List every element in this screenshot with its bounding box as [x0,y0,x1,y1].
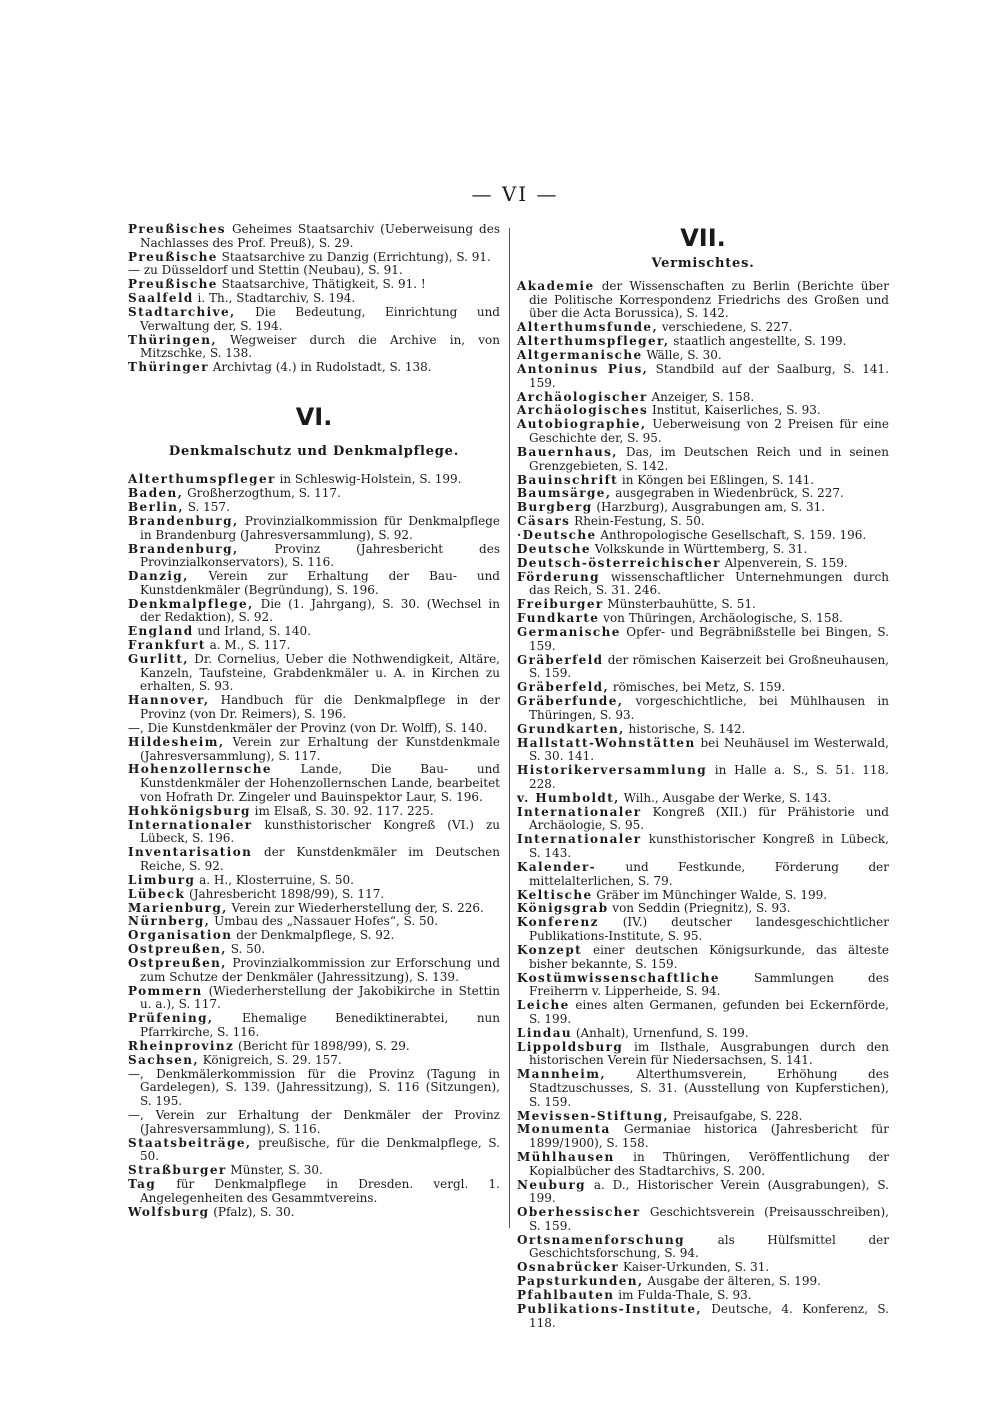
index-entry [517,1027,889,1041]
entry-keyword: Organisation [128,928,233,943]
index-entry [517,806,889,833]
entry-text: vorgeschichtliche, bei Mühlhausen in Thüringen, S. 93. [529,694,889,722]
entry-keyword: England [128,624,194,639]
index-entry [128,598,500,625]
index-entry [128,278,500,292]
index-entry [128,264,500,278]
archive-entries-list [128,223,500,375]
entry-text: Alterthumsverein, Erhöhung des Stadtzuschusses, S. 31. (Ausstellung von Kupferstichen), S. 159. [529,1067,889,1109]
index-entry [128,943,500,957]
entry-text: Münsterbauhütte, S. 51. [603,597,756,612]
index-entry [128,874,500,888]
index-entry [128,902,500,916]
entry-keyword: Neuburg [517,1177,586,1192]
entry-keyword: Osnabrücker [517,1260,620,1275]
entry-keyword: Kostümwissenschaftliche [517,970,720,985]
entry-keyword: Preußisches [128,222,226,236]
entry-keyword: Ortsnamenforschung [517,1232,685,1247]
entry-keyword: Wolfsburg [128,1204,210,1219]
section-vi-title: Denkmalschutz und Denkmalpflege. [168,444,460,460]
entry-text: Gräber im Münchinger Walde, S. 199. [592,887,828,902]
page-number: — VI — [471,182,559,206]
entry-text: i. Th., Stadtarchiv, S. 194. [193,291,356,306]
entry-text: im Fulda-Thale, S. 93. [614,1288,752,1303]
entry-text: Geheimes Staatsarchiv (Ueberweisung des Nachlasses des Prof. Preuß), S. 29. [140,222,500,250]
index-entry [517,487,889,501]
index-entry [128,1054,500,1068]
entry-text: Standbild auf der Saalburg, S. 141. 159. [529,361,889,390]
entry-text: Königreich, S. 29. 157. [198,1052,342,1067]
index-entry [517,1206,889,1233]
index-entry [128,1206,500,1220]
index-entry [128,625,500,639]
entry-keyword: Ostpreußen, [128,956,227,971]
entry-keyword: Kalender- [517,859,597,874]
entry-keyword: Grundkarten, [517,721,625,736]
entry-keyword: Internationaler [517,832,642,847]
index-entry [128,334,500,361]
entry-keyword: Preußische [128,277,218,292]
index-entry [517,557,889,571]
entry-keyword: Akademie [517,279,595,293]
entry-keyword: Stadtarchive, [128,305,236,320]
entry-text: im Elsaß, S. 30. 92. 117. 225. [250,803,434,818]
index-entry [517,1234,889,1261]
entry-text: römisches, bei Metz, S. 159. [609,680,786,695]
entry-keyword: Freiburger [517,597,604,612]
entry-text: bei Neuhäusel im Westerwald, S. 30. 141. [529,735,889,764]
index-entry [128,1178,500,1205]
index-entry [128,501,500,515]
index-entry [517,280,889,321]
entry-keyword: Prüfening, [128,1011,214,1026]
entry-text: Volkskunde in Württemberg, S. 31. [590,541,808,556]
entry-text: der römischen Kaiserzeit bei Großneuhausen, S. 159. [529,652,889,681]
index-entry [517,612,889,626]
entry-text: Das, im Deutschen Reich und in seinen Grenzgebieten, S. 142. [529,444,889,473]
entry-keyword: Hohkönigsburg [128,803,251,818]
entry-text: Deutsche, 4. Konferenz, S. 118. [529,1302,889,1330]
entry-text: Die (1. Jahrgang), S. 30. (Wechsel in der Redaktion), S. 92. [140,596,500,625]
index-entry [517,1151,889,1178]
index-entry [128,1040,500,1054]
entry-text: Verein zur Erhaltung der Kunstdenkmale (Jahresversammlung), S. 117. [140,734,500,763]
entry-text: Ehemalige Benediktinerabtei, nun Pfarrkirche, S. 116. [140,1011,500,1040]
index-entry [128,1137,500,1164]
index-entry [517,695,889,722]
entry-keyword: Pfahlbauten [517,1288,615,1303]
index-entry [128,515,500,542]
entry-keyword: Hohenzollernsche [128,762,272,777]
entry-keyword: Alterthumsfunde, [517,320,659,335]
entry-text: Alpenverein, S. 159. [720,555,848,570]
entry-text: in Thüringen, Veröffentlichung der Kopialbücher des Stadtarchivs, S. 200. [529,1149,889,1178]
section-vii-title: Vermischtes. [651,256,755,271]
index-entry [517,335,889,349]
entry-keyword: Keltische [517,887,593,902]
index-entry [128,223,500,250]
index-entry [128,915,500,929]
entry-text: Institut, Kaiserliches, S. 93. [648,403,821,418]
entry-keyword: Konferenz [517,915,599,930]
entry-keyword: Deutsche [517,541,591,556]
entry-text: (Jahresbericht 1898/99), S. 117. [185,886,385,901]
entry-text: Verein zur Erhaltung der Bau- und Kunstdenkmäler (Begründung), S. 196. [140,569,500,597]
entry-text: der Wissenschaften zu Berlin (Berichte über die Politische Korrespondenz Friedrichs des Großen und über die Acta Borussica), S. 142. [529,279,889,321]
index-entry [517,446,889,473]
entry-keyword: Mannheim, [517,1067,606,1082]
entry-keyword: Lindau [517,1025,573,1040]
entry-keyword: Antoninus Pius, [517,361,649,376]
entry-text: (Bericht für 1898/99), S. 29. [234,1038,410,1053]
entry-text: S. 157. [183,500,230,515]
entry-text: für Denkmalpflege in Dresden. vergl. 1. Angelegenheiten des Gesammtvereins. [140,1177,500,1205]
index-entry [128,292,500,306]
section-vi-heading: VI. [295,403,333,432]
index-entry [517,737,889,764]
entry-keyword: Konzept [517,942,583,957]
entry-text: S. 50. [226,942,266,957]
entry-text: Sammlungen des Freiherrn v. Lipperheide, S. 94. [529,970,889,999]
entry-keyword: Bauinschrift [517,472,619,487]
entry-keyword: Internationaler [128,817,253,832]
index-entry [517,833,889,860]
index-entry [517,418,889,445]
index-entry [517,1110,889,1124]
entry-keyword: Hannover, [128,693,210,708]
entry-text: Rhein-Festung, S. 50. [570,514,705,529]
entry-keyword: Papsturkunden, [517,1274,644,1289]
entry-keyword: Rheinprovinz [128,1038,235,1053]
entry-text: —, Denkmälerkommission für die Provinz (Tagung in Gardelegen), S. 139. (Jahressitzung), S. 116 (Sitzungen), S. 195. [128,1066,500,1109]
entry-text: (Pfalz), S. 30. [209,1204,295,1219]
index-entry [517,626,889,653]
entry-keyword: Internationaler [517,804,642,819]
entry-keyword: Lübeck [128,886,186,901]
index-entry [128,543,500,570]
entry-keyword: Danzig, [128,569,189,584]
entry-text: Preisaufgabe, S. 228. [669,1108,803,1123]
entry-text: wissenschaftlicher Unternehmungen durch das Reich, S. 31. 246. [529,569,889,598]
entry-keyword: Staatsbeiträge, [128,1135,252,1150]
entry-keyword: Gräberfeld, [517,680,610,695]
entry-text: Wälle, S. 30. [642,348,722,363]
entry-text: kunsthistorischer Kongreß (VI.) zu Lübeck, S. 196. [140,817,500,846]
entry-text: eines alten Germanen, gefunden bei Eckernförde, S. 199. [529,998,889,1026]
index-entry [128,1164,500,1178]
entry-keyword: Fundkarte [517,611,600,626]
entry-keyword: Altgermanische [517,348,643,363]
entry-keyword: Archäologischer [517,389,648,404]
index-entry [128,929,500,943]
entry-text: von Seddin (Priegnitz), S. 93. [608,901,791,916]
entry-keyword: Oberhessischer [517,1205,641,1220]
entry-keyword: Inventarisation [128,845,253,860]
entry-text: (IV.) deutscher landesgeschichtlicher Publikations-Institute, S. 95. [529,915,889,944]
entry-text: Geschichtsverein (Preisausschreiben), S. 159. [529,1205,889,1233]
index-entry [517,1068,889,1109]
entry-keyword: Straßburger [128,1163,227,1178]
entry-keyword: Germanische [517,625,621,640]
entry-text: Provinzialkommission zur Erforschung und zum Schutze der Denkmäler (Jahressitzung), S. 139. [140,956,500,984]
entry-text: (Anhalt), Urnenfund, S. 199. [572,1025,749,1040]
entry-keyword: Sachsen, [128,1052,199,1067]
entry-keyword: Alterthumspfleger [128,472,276,487]
entry-text: Kaiser-Urkunden, S. 31. [619,1260,770,1275]
index-entry [517,902,889,916]
entry-keyword: Förderung [517,569,600,584]
index-entry [517,349,889,363]
entry-keyword: ·Deutsche [517,528,597,543]
entry-keyword: Pommern [128,983,203,998]
entry-text: in Halle a. S., S. 51. 118. 228. [529,763,889,791]
entry-text: historische, S. 142. [624,721,746,736]
entry-keyword: Thüringer [128,360,209,375]
entry-text: Umbau des „Nassauer Hofes“, S. 50. [210,914,439,929]
index-entry [517,571,889,598]
entry-text: —, Verein zur Erhaltung der Denkmäler der Provinz (Jahresversammlung), S. 116. [128,1108,500,1136]
entry-text: Anthropologische Gesellschaft, S. 159. 196. [596,528,867,543]
index-entry [517,792,889,806]
left-column [128,223,500,1220]
entry-text: Opfer- und Begräbnißstelle bei Bingen, S. 159. [529,625,889,653]
entry-text: — zu Düsseldorf und Stettin (Neubau), S. 91. [128,263,403,278]
entry-keyword: v. Humboldt, [517,790,620,805]
entry-text: Lande, Die Bau- und Kunstdenkmäler der Hohenzollernschen Lande, bearbeitet von Hofrath Dr. Zingeler und Bauinspektor Laur, S. 196. [140,762,500,804]
entry-keyword: Ostpreußen, [128,942,227,957]
entry-keyword: Bauernhaus, [517,444,618,459]
column-divider [509,228,510,1228]
index-entry [128,361,500,375]
entry-text: Staatsarchive zu Danzig (Errichtung), S. 91. [217,249,491,264]
entry-keyword: Mühlhausen [517,1149,615,1164]
index-entry [517,1289,889,1303]
entry-text: Provinz (Jahresbericht des Provinzialkonservators), S. 116. [140,541,500,570]
index-entry [517,681,889,695]
entry-keyword: Autobiographie, [517,417,647,432]
index-entry [128,846,500,873]
index-entry [128,819,500,846]
entry-keyword: Hildesheim, [128,734,225,749]
index-entry [128,1109,500,1136]
entry-text: Dr. Cornelius, Ueber die Nothwendigkeit, Altäre, Kanzeln, Taufsteine, Grabdenkmäler u. A. in Kirchen zu erhalten, S. 93. [140,652,500,694]
index-entry [128,1068,500,1109]
entry-text: der Denkmalpflege, S. 92. [232,928,395,943]
entry-keyword: Marienburg, [128,900,228,915]
entry-text: —, Die Kunstdenkmäler der Provinz (von Dr. Wolff), S. 140. [128,720,488,735]
entry-text: a. H., Klosterruine, S. 50. [195,872,354,887]
index-entry [517,861,889,888]
index-entry [128,251,500,265]
section-vi-entries-list [128,473,500,1219]
entry-text: Kongreß (XII.) für Prähistorie und Archäologie, S. 95. [529,804,889,833]
entry-keyword: Königsgrab [517,901,609,916]
entry-keyword: Leiche [517,998,570,1013]
index-entry [517,363,889,390]
right-column [517,223,889,1331]
index-entry [517,723,889,737]
entry-keyword: Gräberfeld [517,652,604,667]
entry-text: von Thüringen, Archäologische, S. 158. [599,611,843,626]
index-entry [517,501,889,515]
entry-keyword: Gurlitt, [128,652,189,667]
index-entry [517,944,889,971]
entry-text: Verein zur Wiederherstellung der, S. 226. [227,900,484,915]
index-entry [128,763,500,804]
entry-text: ausgegraben in Wiedenbrück, S. 227. [611,486,844,501]
section-vii-heading: VII. [680,224,726,252]
index-entry [517,321,889,335]
entry-text: und Festkunde, Förderung der mittelalterlichen, S. 79. [529,859,889,888]
entry-text: Münster, S. 30. [226,1163,323,1178]
index-entry [517,972,889,999]
entry-text: im Ilsthale, Ausgrabungen durch den historischen Verein für Niedersachsen, S. 141. [529,1039,889,1068]
index-entry [517,764,889,791]
entry-keyword: Publikations-Institute, [517,1302,702,1317]
entry-text: Wegweiser durch die Archive in, von Mitzschke, S. 138. [140,332,500,361]
index-entry [517,543,889,557]
entry-text: a. M., S. 117. [205,638,291,653]
entry-keyword: Nürnberg, [128,914,211,929]
entry-text: staatlich angestellte, S. 199. [669,334,847,349]
entry-text: Ausgabe der älteren, S. 199. [643,1274,821,1289]
entry-keyword: Tag [128,1177,157,1192]
entry-text: Anzeiger, S. 158. [647,389,755,404]
index-entry [128,570,500,597]
index-entry [517,889,889,903]
index-entry [517,1275,889,1289]
entry-keyword: Historikerversammlung [517,763,708,778]
entry-keyword: Cäsars [517,514,571,529]
index-entry [517,598,889,612]
entry-text: als Hülfsmittel der Geschichtsforschung, S. 94. [529,1232,889,1261]
index-entry [128,1012,500,1039]
entry-keyword: Burgberg [517,500,593,515]
entry-keyword: Brandenburg, [128,541,239,556]
entry-text: preußische, für die Denkmalpflege, S. 50. [140,1135,500,1164]
entry-keyword: Frankfurt [128,638,206,653]
entry-text: (Wiederherstellung der Jakobikirche in Stettin u. a.), S. 117. [140,983,500,1012]
index-entry [128,653,500,694]
entry-keyword: Gräberfunde, [517,694,624,709]
entry-keyword: Baden, [128,486,184,501]
entry-text: der Kunstdenkmäler im Deutschen Reiche, S. 92. [140,845,500,873]
entry-keyword: Archäologisches [517,403,649,418]
index-entry [128,888,500,902]
index-entry [128,694,500,721]
index-entry [128,473,500,487]
entry-keyword: Alterthumspfleger, [517,334,670,349]
entry-text: Ueberweisung von 2 Preisen für eine Geschichte der, S. 95. [529,417,889,446]
index-entry [517,1123,889,1150]
entry-text: kunsthistorischer Kongreß in Lübeck, S. 143. [529,832,889,861]
entry-text: Germaniae historica (Jahresbericht für 1899/1900), S. 158. [529,1122,889,1151]
index-entry [517,1261,889,1275]
entry-text: a. D., Historischer Verein (Ausgrabungen), S. 199. [529,1177,889,1206]
entry-keyword: Preußische [128,249,218,264]
index-entry [517,1303,889,1330]
entry-text: Wilh., Ausgabe der Werke, S. 143. [619,790,832,805]
index-entry [517,916,889,943]
entry-keyword: Deutsch-österreichischer [517,555,721,570]
index-entry [517,404,889,418]
entry-keyword: Berlin, [128,500,184,515]
index-entry [517,999,889,1026]
entry-keyword: Lippoldsburg [517,1039,624,1054]
entry-text: in Köngen bei Eßlingen, S. 141. [618,472,815,487]
index-entry [128,306,500,333]
entry-keyword: Brandenburg, [128,513,239,528]
entry-text: (Harzburg), Ausgrabungen am, S. 31. [592,500,826,515]
index-entry [517,1179,889,1206]
entry-text: verschiedene, S. 227. [658,320,793,335]
entry-text: Die Bedeutung, Einrichtung und Verwaltung der, S. 194. [140,305,500,333]
entry-text: und Irland, S. 140. [193,624,311,639]
index-entry [128,736,500,763]
entry-text: Staatsarchive, Thätigkeit, S. 91. ! [217,277,426,292]
index-entry [128,722,500,736]
entry-keyword: Thüringen, [128,332,217,347]
index-entry [128,985,500,1012]
entry-keyword: Limburg [128,872,196,887]
index-entry [128,957,500,984]
entry-keyword: Monumenta [517,1122,611,1137]
index-entry [517,391,889,405]
section-vii-entries-list [517,280,889,1330]
entry-keyword: Hallstatt-Wohnstätten [517,735,696,750]
entry-keyword: Denkmalpflege, [128,596,254,611]
entry-keyword: Mevissen-Stiftung, [517,1108,669,1123]
entry-text: einer deutschen Königsurkunde, das älteste bisher bekannte, S. 159. [529,942,889,971]
index-entry [517,654,889,681]
entry-text: Provinzialkommission für Denkmalpflege in Brandenburg (Jahresversammlung), S. 92. [140,513,500,542]
entry-text: Archivtag (4.) in Rudolstadt, S. 138. [208,360,432,375]
entry-text: Großherzogthum, S. 117. [183,486,341,501]
index-entry [517,1041,889,1068]
index-entry [128,805,500,819]
index-entry [128,487,500,501]
index-entry [517,529,889,543]
entry-text: in Schleswig-Holstein, S. 199. [275,472,462,487]
index-entry [128,639,500,653]
entry-text: Handbuch für die Denkmalpflege in der Provinz (von Dr. Reimers), S. 196. [140,693,500,722]
entry-keyword: Saalfeld [128,291,194,306]
entry-keyword: Baumsärge, [517,486,612,501]
index-entry [517,474,889,488]
index-entry [517,515,889,529]
